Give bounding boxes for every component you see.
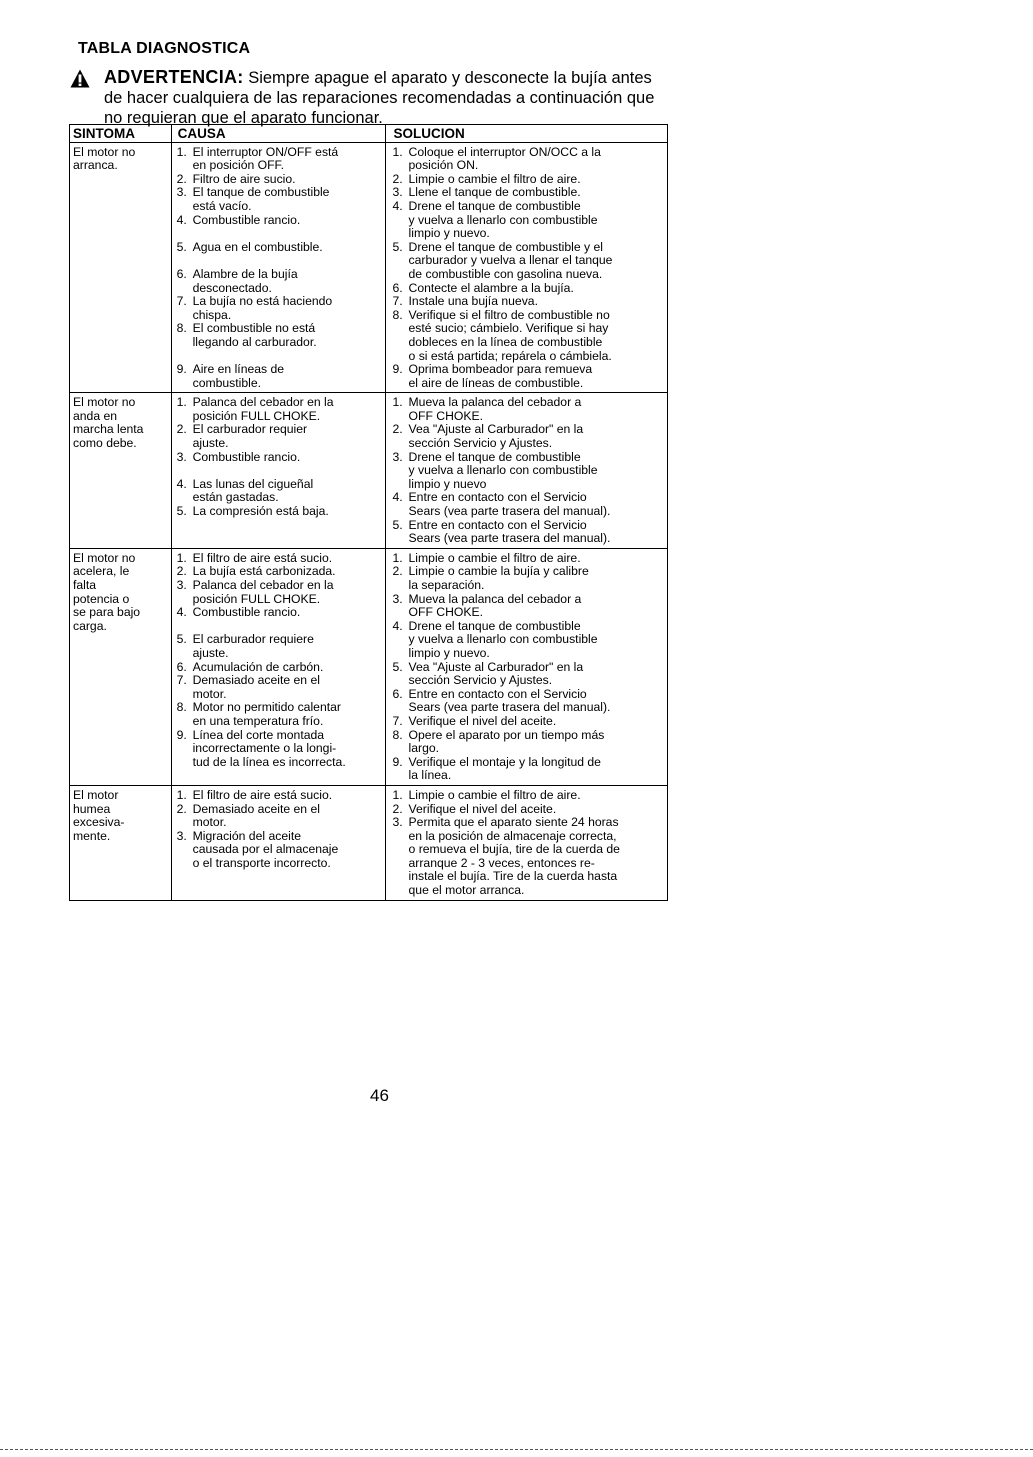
item-text: Palanca del cebador en la posición FULL CHOKE. <box>192 395 334 423</box>
item-text: Verifique el nivel del aceite. <box>408 801 557 816</box>
item-number: 6. <box>176 266 187 281</box>
symptom-text: El motor no acelera, le falta potencia o se para bajo carga. <box>73 550 141 633</box>
item-text: Filtro de aire sucio. <box>192 171 296 186</box>
solution-item <box>393 519 663 546</box>
symptom-cell <box>70 393 172 549</box>
item-number: 4. <box>392 198 403 213</box>
item-number: 8. <box>176 700 187 715</box>
item-number: 3. <box>392 449 403 464</box>
cause-item <box>177 146 385 173</box>
item-text: Verifique si el filtro de combustible no esté sucio; cámbielo. Verifique si hay dobleces en la línea de combustible o si está partida; repárela o cámbiela. <box>408 307 612 363</box>
item-number: 2. <box>392 801 403 816</box>
cause-item <box>177 789 385 803</box>
item-text: Aire en líneas de combustible. <box>192 362 285 390</box>
cause-cell <box>171 548 385 785</box>
item-text: Migración del aceite causada por el almacenaje o el transporte incorrecto. <box>192 828 339 870</box>
cause-item <box>177 451 385 478</box>
item-number: 9. <box>176 727 187 742</box>
item-number: 1. <box>392 144 403 159</box>
cause-item <box>177 363 385 390</box>
item-text: Motor no permitido calentar en una temperatura frío. <box>192 700 341 728</box>
solution-cell <box>385 785 667 900</box>
item-text: Verifique el nivel del aceite. <box>408 713 557 728</box>
item-text: El filtro de aire está sucio. <box>192 787 333 802</box>
item-number: 4. <box>176 476 187 491</box>
table-row <box>70 393 668 549</box>
item-text: Mueva la palanca del cebador a OFF CHOKE. <box>408 395 582 423</box>
item-number: 8. <box>392 307 403 322</box>
solution-item <box>393 688 663 715</box>
cause-item <box>177 214 385 241</box>
item-number: 4. <box>176 605 187 620</box>
cause-cell <box>171 142 385 393</box>
item-number: 3. <box>176 828 187 843</box>
item-text: Combustible rancio. <box>192 605 301 620</box>
cause-item <box>177 803 385 830</box>
cause-cell <box>171 785 385 900</box>
item-number: 1. <box>176 550 187 565</box>
item-number: 2. <box>176 564 187 579</box>
solution-item <box>393 295 663 309</box>
item-number: 8. <box>176 321 187 336</box>
solution-item <box>393 451 663 492</box>
item-text: La compresión está baja. <box>192 504 329 519</box>
item-number: 9. <box>392 754 403 769</box>
item-text: Mueva la palanca del cebador a OFF CHOKE. <box>408 591 582 620</box>
solution-item <box>393 200 663 241</box>
solution-item <box>393 423 663 450</box>
item-number: 5. <box>176 239 187 254</box>
item-text: Oprima bombeador para remueva el aire de líneas de combustible. <box>408 362 593 390</box>
table-row <box>70 785 668 900</box>
symptom-text: El motor humea excesiva- mente. <box>73 787 125 843</box>
item-number: 5. <box>392 239 403 254</box>
item-text: Combustible rancio. <box>192 449 301 464</box>
solution-item <box>393 186 663 200</box>
item-text: Limpie o cambie la bujía y calibre la separación. <box>408 564 589 592</box>
solution-item <box>393 803 663 817</box>
item-number: 9. <box>392 362 403 377</box>
item-number: 1. <box>392 787 403 802</box>
solution-item <box>393 593 663 620</box>
item-text: Demasiado aceite en el motor. <box>192 801 320 830</box>
item-text: El filtro de aire está sucio. <box>192 550 333 565</box>
item-number: 4. <box>176 212 187 227</box>
cause-item <box>177 268 385 295</box>
item-text: Limpie o cambie el filtro de aire. <box>408 550 581 565</box>
solution-item <box>393 565 663 592</box>
cause-item <box>177 579 385 606</box>
symptom-text: El motor no anda en marcha lenta como debe. <box>73 395 144 451</box>
solution-item <box>393 491 663 518</box>
item-number: 3. <box>176 185 187 200</box>
item-text: Limpie o cambie el filtro de aire. <box>408 171 581 186</box>
item-number: 1. <box>176 144 187 159</box>
item-number: 1. <box>176 787 187 802</box>
item-text: Combustible rancio. <box>192 212 301 227</box>
solution-item <box>393 789 663 803</box>
item-text: Vea "Ajuste al Carburador" en la sección Servicio y Ajustes. <box>408 659 584 688</box>
item-text: Drene el tanque de combustible y el carburador y vuelva a llenar el tanque de combustible con gasolina nueva. <box>408 239 613 281</box>
cause-item <box>177 241 385 268</box>
item-text: Vea "Ajuste al Carburador" en la sección Servicio y Ajustes. <box>408 422 584 451</box>
item-text: Entre en contacto con el Servicio Sears (vea parte trasera del manual). <box>408 490 611 519</box>
item-text: Opere el aparato por un tiempo más largo. <box>408 727 605 756</box>
item-text: El interruptor ON/OFF está en posición OFF. <box>192 144 339 173</box>
item-number: 6. <box>392 686 403 701</box>
cause-item <box>177 606 385 633</box>
item-text: La bujía no está haciendo chispa. <box>192 294 333 322</box>
solution-cell <box>385 393 667 549</box>
item-text: Acumulación de carbón. <box>192 659 324 674</box>
item-text: Entre en contacto con el Servicio Sears (vea parte trasera del manual). <box>408 686 611 715</box>
item-text: Demasiado aceite en el motor. <box>192 673 320 701</box>
item-text: Palanca del cebador en la posición FULL CHOKE. <box>192 578 334 606</box>
cause-item <box>177 552 385 566</box>
item-text: Entre en contacto con el Servicio Sears (vea parte trasera del manual). <box>408 517 611 546</box>
cause-item <box>177 674 385 701</box>
item-number: 5. <box>176 504 187 519</box>
solution-item <box>393 729 663 756</box>
warning-triangle-icon <box>70 69 90 88</box>
item-text: Verifique el montaje y la longitud de la línea. <box>408 754 601 783</box>
item-text: Las lunas del cigueñal están gastadas. <box>192 476 314 505</box>
item-text: Coloque el interruptor ON/OCC a la posición ON. <box>408 144 601 173</box>
item-text: La bujía está carbonizada. <box>192 564 336 579</box>
item-number: 9. <box>176 362 187 377</box>
symptom-cell <box>70 785 172 900</box>
solution-item <box>393 282 663 296</box>
item-text: Permita que el aparato siente 24 horas en la posición de almacenaje correcta, o remueva el bujía, tire de la cuerda de arranque 2 - 3 veces, entonces re- instale el bujía. Tire de la cuerda hasta que el motor arranca. <box>408 815 620 898</box>
cause-item <box>177 633 385 660</box>
table-header-row <box>70 125 668 143</box>
item-number: 8. <box>392 727 403 742</box>
solution-item <box>393 816 663 898</box>
item-number: 5. <box>392 517 403 532</box>
header-solution: SOLUCION <box>385 125 667 143</box>
solution-cell <box>385 142 667 393</box>
item-text: Drene el tanque de combustible y vuelva a llenarlo con combustible limpio y nuevo. <box>408 618 598 660</box>
solution-item <box>393 661 663 688</box>
item-number: 2. <box>176 422 187 437</box>
header-symptom: SINTOMA <box>70 125 172 143</box>
item-text: Limpie o cambie el filtro de aire. <box>408 787 581 802</box>
symptom-cell <box>70 142 172 393</box>
page-bottom-rule <box>0 1449 1033 1450</box>
item-text: Llene el tanque de combustible. <box>408 185 581 200</box>
diagnostic-table <box>69 124 668 901</box>
item-text: Drene el tanque de combustible y vuelva a llenarlo con combustible limpio y nuevo <box>408 449 598 491</box>
item-text: El combustible no está llegando al carburador. <box>192 321 317 349</box>
cause-cell <box>171 393 385 549</box>
warning-line-3: no requieran que el aparato funcionar. <box>104 109 383 127</box>
item-number: 3. <box>176 449 187 464</box>
cause-item <box>177 701 385 728</box>
item-number: 1. <box>392 550 403 565</box>
cause-item <box>177 729 385 770</box>
item-number: 3. <box>392 185 403 200</box>
cause-item <box>177 186 385 213</box>
symptom-text: El motor no arranca. <box>73 144 136 173</box>
item-number: 4. <box>392 490 403 505</box>
solution-item <box>393 241 663 282</box>
cause-item <box>177 423 385 450</box>
item-number: 2. <box>176 801 187 816</box>
cause-item <box>177 478 385 505</box>
page-number: 46 <box>370 1086 389 1105</box>
solution-item <box>393 363 663 390</box>
cause-item <box>177 295 385 322</box>
warning-line-2: de hacer cualquiera de las reparaciones recomendadas a continuación que <box>104 89 655 107</box>
item-number: 3. <box>392 591 403 606</box>
cause-item <box>177 396 385 423</box>
item-text: El tanque de combustible está vacío. <box>192 185 330 213</box>
item-number: 3. <box>392 815 403 830</box>
item-text: Drene el tanque de combustible y vuelva a llenarlo con combustible limpio y nuevo. <box>408 198 598 241</box>
solution-item <box>393 146 663 173</box>
item-text: Alambre de la bujía desconectado. <box>192 266 298 295</box>
cause-item <box>177 505 385 519</box>
item-number: 2. <box>176 171 187 186</box>
symptom-cell <box>70 548 172 785</box>
item-number: 2. <box>392 171 403 186</box>
warning-line-1 <box>104 67 670 88</box>
item-number: 1. <box>392 395 403 410</box>
solution-cell <box>385 548 667 785</box>
page-title: TABLA DIAGNOSTICA <box>78 40 251 57</box>
warning-block <box>70 67 670 128</box>
item-number: 5. <box>176 632 187 647</box>
item-number: 6. <box>392 280 403 295</box>
item-text: Línea del corte montada incorrectamente o la longi- tud de la línea es incorrecta. <box>192 727 346 769</box>
header-cause: CAUSA <box>171 125 385 143</box>
solution-item <box>393 552 663 566</box>
item-number: 2. <box>392 422 403 437</box>
item-number: 6. <box>176 659 187 674</box>
cause-item <box>177 322 385 363</box>
solution-item <box>393 396 663 423</box>
item-text: El carburador requiere ajuste. <box>192 632 314 660</box>
table-row <box>70 142 668 393</box>
item-text: Contecte el alambre a la bujía. <box>408 280 574 295</box>
item-number: 5. <box>392 659 403 674</box>
cause-item <box>177 565 385 579</box>
table-body <box>70 142 668 900</box>
item-number: 7. <box>176 294 187 309</box>
warning-label: ADVERTENCIA: <box>104 67 244 87</box>
item-number: 1. <box>176 395 187 410</box>
item-text: El carburador requier ajuste. <box>192 422 308 451</box>
solution-item <box>393 173 663 187</box>
table-row <box>70 548 668 785</box>
warning-text-1: Siempre apague el aparato y desconecte la bujía antes <box>248 69 652 87</box>
cause-item <box>177 830 385 871</box>
cause-item <box>177 661 385 675</box>
solution-item <box>393 620 663 661</box>
item-number: 7. <box>176 673 187 688</box>
cause-item <box>177 173 385 187</box>
solution-item <box>393 715 663 729</box>
item-number: 7. <box>392 713 403 728</box>
solution-item <box>393 309 663 363</box>
item-number: 2. <box>392 564 403 579</box>
item-number: 3. <box>176 578 187 592</box>
solution-item <box>393 756 663 783</box>
item-text: Agua en el combustible. <box>192 239 323 254</box>
item-text: Instale una bujía nueva. <box>408 294 538 309</box>
item-number: 7. <box>392 294 403 309</box>
item-number: 4. <box>392 618 403 633</box>
